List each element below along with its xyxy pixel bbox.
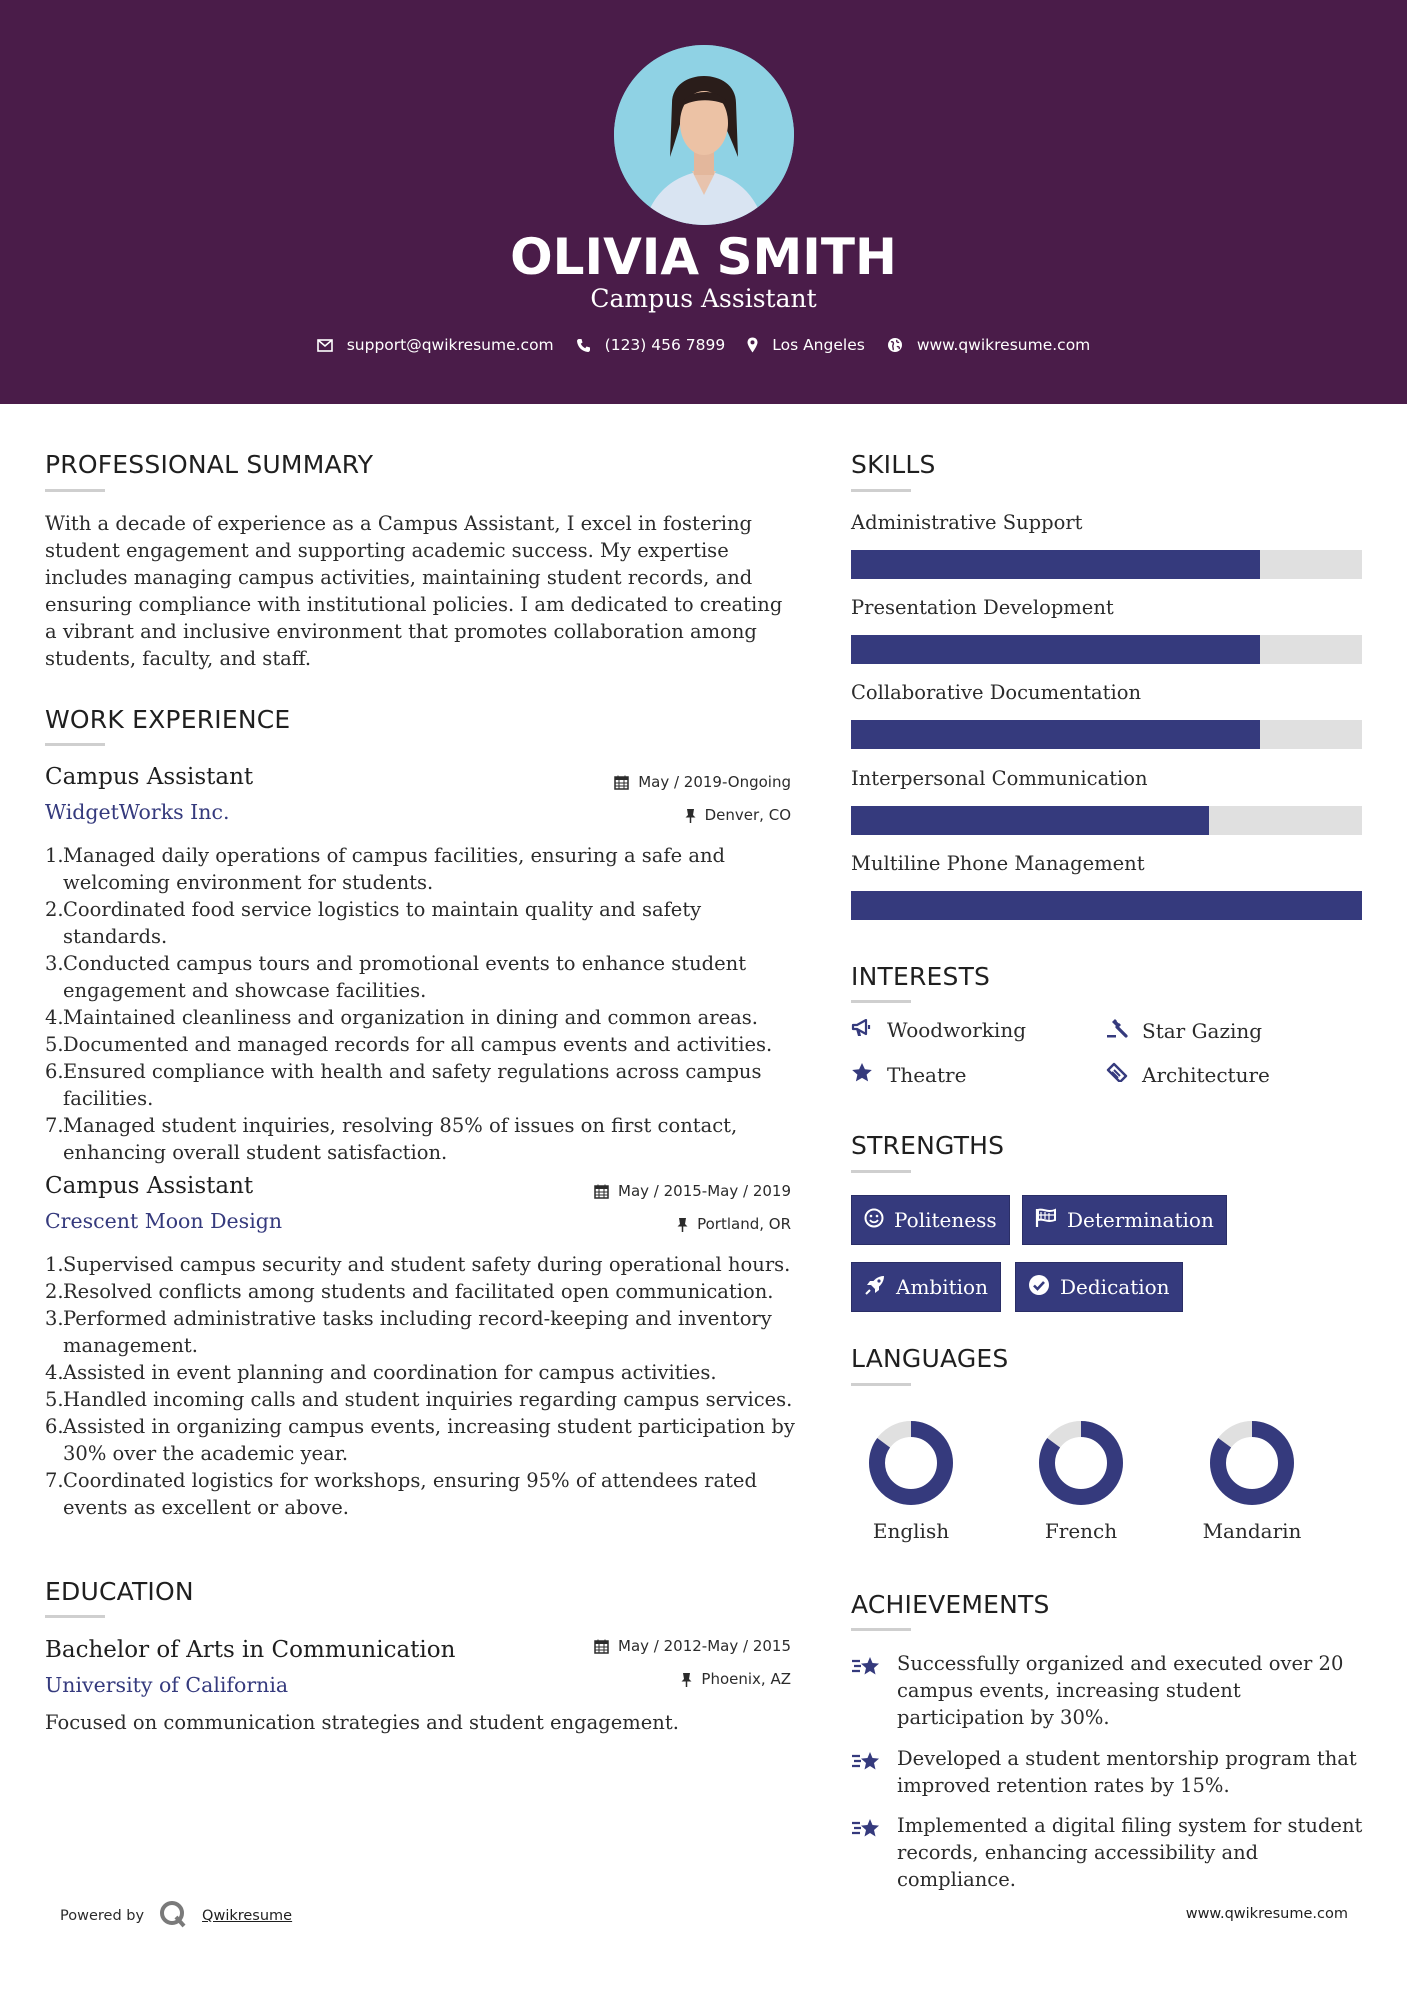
shooting-star-icon [851, 1650, 883, 1731]
contact-website[interactable] [887, 336, 1090, 354]
skill-bar [851, 635, 1362, 664]
strength-badge [1015, 1262, 1183, 1312]
language-label: Mandarin [1202, 1519, 1302, 1543]
strength-label: Politeness [894, 1208, 997, 1232]
education-date-text: May / 2012-May / 2015 [618, 1637, 791, 1655]
list-item: 1. Supervised campus security and student safety during operational hours. [45, 1253, 791, 1276]
star-icon [851, 1062, 873, 1088]
experience-heading: WORK EXPERIENCE [45, 705, 291, 734]
achievement-text: Developed a student mentorship program that improved retention rates by 15%. [897, 1747, 1357, 1797]
job-bullet-list [45, 1251, 795, 1521]
profile-photo [614, 45, 794, 225]
interest-item [1106, 1062, 1270, 1087]
job-date-text: May / 2019-Ongoing [638, 773, 791, 791]
skill-bar-fill [851, 635, 1260, 664]
strengths-heading: STRENGTHS [851, 1131, 1005, 1160]
contact-location-text: Los Angeles [772, 336, 865, 354]
skill-label: Collaborative Documentation [851, 681, 1142, 704]
list-item: 6. Ensured compliance with health and safety regulations across campus facilities. [45, 1060, 762, 1110]
flag-icon [1035, 1208, 1057, 1233]
calendar-icon [614, 775, 629, 790]
achievement-text: Successfully organized and executed over 20 campus events, increasing student participation by 30%. [897, 1652, 1344, 1729]
achievements-heading-rule [851, 1628, 911, 1631]
interest-label: Theatre [887, 1063, 967, 1087]
list-item: 2. Resolved conflicts among students and facilitated open communication. [45, 1280, 774, 1303]
list-item: 3. Conducted campus tours and promotional events to enhance student engagement and showcase facilities. [45, 952, 747, 1002]
pushpin-icon [685, 808, 696, 823]
skills-heading: SKILLS [851, 450, 936, 479]
interests-heading-rule [851, 1000, 911, 1003]
interest-item [1106, 1018, 1262, 1043]
shooting-star-icon [851, 1812, 883, 1893]
skill-label: Interpersonal Communication [851, 767, 1148, 790]
interests-heading: INTERESTS [851, 962, 991, 991]
language-item [1016, 1418, 1146, 1543]
language-item [846, 1418, 976, 1543]
rocket-icon [864, 1274, 886, 1301]
interest-item [851, 1062, 966, 1088]
strength-label: Determination [1067, 1208, 1214, 1232]
language-label: English [872, 1519, 950, 1543]
resume-header [0, 0, 1407, 404]
gavel-icon [1106, 1018, 1128, 1043]
skill-bar [851, 550, 1362, 579]
list-item: 2. Coordinated food service logistics to maintain quality and safety standards. [45, 898, 702, 948]
school-name: University of California [45, 1673, 289, 1697]
skill-label: Presentation Development [851, 596, 1114, 619]
list-item: 3. Performed administrative tasks including record-keeping and inventory management. [45, 1307, 772, 1357]
company-name: Crescent Moon Design [45, 1209, 283, 1233]
list-item: 7. Managed student inquiries, resolving 85% of issues on first contact, enhancing overall student satisfaction. [45, 1114, 738, 1164]
job-location [685, 806, 791, 824]
skill-label: Administrative Support [851, 511, 1083, 534]
achievement-item [851, 1650, 1371, 1731]
shooting-star-icon [851, 1745, 883, 1799]
skill-bar-fill [851, 720, 1260, 749]
candidate-role: Campus Assistant [590, 284, 817, 313]
footer-brand-link[interactable]: Qwikresume [202, 1908, 293, 1924]
calendar-icon [594, 1184, 609, 1199]
languages-heading: LANGUAGES [851, 1344, 1009, 1373]
strength-badge [1022, 1195, 1227, 1245]
skill-bar-fill [851, 806, 1209, 835]
strength-badge [851, 1262, 1001, 1312]
education-location [681, 1670, 791, 1688]
list-item: 5. Handled incoming calls and student inquiries regarding campus services. [45, 1388, 793, 1411]
envelope-icon [317, 339, 333, 352]
education-heading: EDUCATION [45, 1577, 194, 1606]
company-name: WidgetWorks Inc. [45, 800, 230, 824]
list-item: 4. Assisted in event planning and coordination for campus activities. [45, 1361, 717, 1384]
phone-icon [576, 338, 591, 353]
skills-heading-rule [851, 489, 911, 492]
skill-bar [851, 891, 1362, 920]
job-date-text: May / 2015-May / 2019 [618, 1182, 791, 1200]
strength-label: Dedication [1060, 1275, 1170, 1299]
education-location-text: Phoenix, AZ [701, 1670, 791, 1688]
job-location-text: Portland, OR [697, 1215, 791, 1233]
contact-bar [0, 336, 1407, 354]
ticket-icon [1106, 1062, 1128, 1087]
map-pin-icon [747, 337, 758, 353]
footer-website[interactable]: www.qwikresume.com [1185, 1906, 1348, 1922]
list-item: 5. Documented and managed records for all campus events and activities. [45, 1033, 773, 1056]
skill-bar-fill [851, 550, 1260, 579]
contact-phone[interactable] [576, 336, 726, 354]
pushpin-icon [681, 1672, 692, 1687]
job-title: Campus Assistant [45, 764, 254, 790]
education-description: Focused on communication strategies and student engagement. [45, 1711, 679, 1734]
candidate-name: OLIVIA SMITH [510, 228, 897, 286]
contact-website-text: www.qwikresume.com [916, 336, 1091, 354]
achievements-heading: ACHIEVEMENTS [851, 1590, 1050, 1619]
experience-heading-rule [45, 743, 105, 746]
interest-item [851, 1018, 1026, 1042]
languages-heading-rule [851, 1383, 911, 1386]
language-donut [1036, 1418, 1126, 1508]
summary-text: With a decade of experience as a Campus Assistant, I excel in fostering student engagement and supporting academic success. My expertise includes managing campus activities, maintaining student records, and ensuring compliance with institutional policies. I am dedicated to creating a vibrant and inclusive environment that promotes collaboration among students, faculty, and staff. [45, 512, 783, 670]
job-location [677, 1215, 791, 1233]
job-date [594, 1182, 791, 1200]
list-item: 4. Maintained cleanliness and organization in dining and common areas. [45, 1006, 758, 1029]
summary-heading: PROFESSIONAL SUMMARY [45, 450, 374, 479]
interest-label: Architecture [1142, 1062, 1270, 1087]
job-bullet-list [45, 842, 795, 1166]
education-date [594, 1637, 791, 1655]
language-donut [1207, 1418, 1297, 1508]
calendar-icon [594, 1639, 609, 1654]
language-donut [866, 1418, 956, 1508]
contact-location [747, 336, 865, 354]
pushpin-icon [677, 1217, 688, 1232]
summary-heading-rule [45, 489, 105, 492]
job-title: Campus Assistant [45, 1173, 254, 1199]
achievement-text: Implemented a digital filing system for student records, enhancing accessibility and compliance. [897, 1814, 1363, 1891]
skill-bar-fill [851, 891, 1362, 920]
megaphone-icon [851, 1018, 873, 1042]
language-label: French [1044, 1519, 1118, 1543]
interest-label: Star Gazing [1142, 1018, 1263, 1043]
list-item: 7. Coordinated logistics for workshops, ensuring 95% of attendees rated events as excellent or above. [45, 1469, 757, 1519]
strengths-heading-rule [851, 1170, 911, 1173]
strength-label: Ambition [896, 1275, 988, 1299]
strength-badge [851, 1195, 1010, 1245]
interest-label: Woodworking [887, 1018, 1027, 1042]
list-item: 1. Managed daily operations of campus facilities, ensuring a safe and welcoming environment for students. [45, 844, 726, 894]
check-circle-icon [1028, 1274, 1050, 1301]
skill-label: Multiline Phone Management [851, 852, 1145, 875]
job-location-text: Denver, CO [704, 806, 791, 824]
degree-title: Bachelor of Arts in Communication [45, 1637, 456, 1663]
contact-email[interactable] [317, 336, 554, 354]
powered-by-label: Powered by [60, 1908, 145, 1924]
achievement-item [851, 1812, 1371, 1893]
job-date [614, 773, 791, 791]
contact-phone-text: (123) 456 7899 [604, 336, 726, 354]
qwikresume-logo-icon [158, 1899, 188, 1933]
contact-email-text: support@qwikresume.com [346, 336, 554, 354]
achievement-item [851, 1745, 1371, 1799]
footer-powered-by [60, 1899, 292, 1933]
smile-icon [864, 1208, 884, 1233]
skill-bar [851, 720, 1362, 749]
language-item [1187, 1418, 1317, 1543]
globe-icon [887, 337, 903, 353]
list-item: 6. Assisted in organizing campus events, increasing student participation by 30% over the academic year. [45, 1415, 795, 1465]
skill-bar [851, 806, 1362, 835]
education-heading-rule [45, 1615, 105, 1618]
